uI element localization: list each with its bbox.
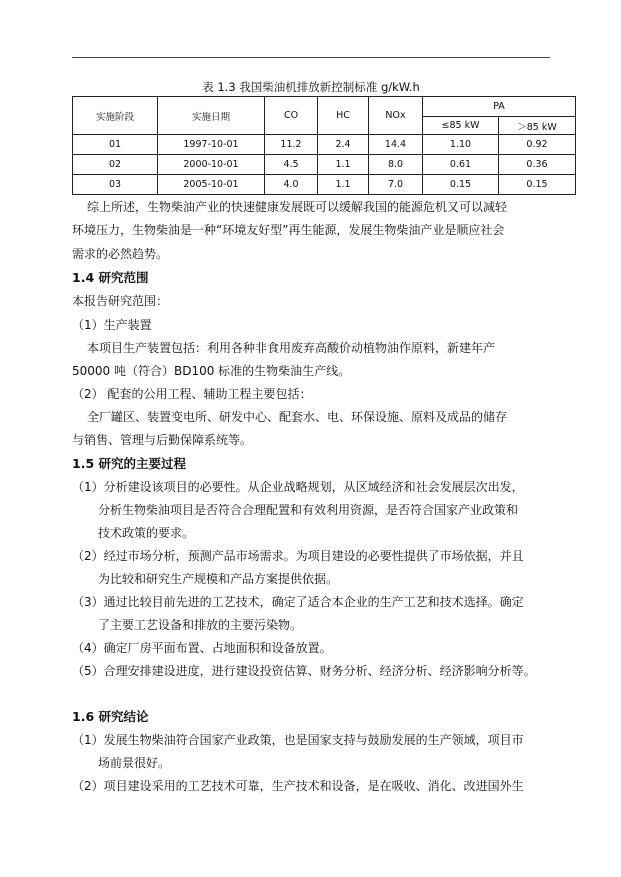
conclusion-line: 场前景很好。: [98, 756, 171, 770]
cell-stage: 01: [73, 135, 158, 155]
cell-co: 4.0: [265, 175, 318, 195]
process-line: 了主要工艺设备和排放的主要污染物。: [98, 618, 303, 632]
cell-nox: 14.4: [369, 135, 423, 155]
process-line: （4）确定厂房平面布置、占地面积和设备放置。: [72, 641, 332, 655]
cell-date: 2000-10-01: [158, 155, 265, 175]
cell-date: 1997-10-01: [158, 135, 265, 155]
summary-line: 综上所述，生物柴油产业的快速健康发展既可以缓解我国的能源危机又可以减轻: [87, 200, 508, 214]
cell-nox: 8.0: [369, 155, 423, 175]
scope-item-label: （2） 配套的公用工程、辅助工程主要包括：: [72, 387, 312, 401]
table-row: [73, 175, 576, 195]
process-line: （2）经过市场分析，预测产品市场需求。为项目建设的必要性提供了市场依据，并且: [72, 549, 524, 563]
table-row: [73, 135, 576, 155]
conclusion-line: （2）项目建设采用的工艺技术可靠，生产技术和设备，是在吸收、消化、改进国外生: [72, 779, 524, 793]
process-line: （3）通过比较目前先进的工艺技术，确定了适合本企业的生产工艺和技术选择。确定: [72, 595, 524, 609]
cell-nox: 7.0: [369, 175, 423, 195]
cell-pa-low: 1.10: [423, 135, 499, 155]
section-title-1-6: 1.6 研究结论: [72, 709, 149, 724]
cell-stage: 03: [73, 175, 158, 195]
cell-pa-high: 0.15: [499, 175, 576, 195]
scope-intro: 本报告研究范围：: [72, 294, 169, 308]
header-date: 实施日期: [158, 97, 265, 135]
header-stage: 实施阶段: [73, 97, 158, 135]
emission-standard-table: [72, 96, 576, 195]
summary-line: 环境压力，生物柴油是一种“环境友好型”再生能源，发展生物柴油产业是顺应社会: [72, 223, 505, 237]
conclusion-line: （1）发展生物柴油符合国家产业政策，也是国家支持与鼓励发展的生产领域，项目市: [72, 733, 524, 747]
header-pa: PA: [423, 97, 576, 117]
process-line: （1）分析建设该项目的必要性。从企业战略规划，从区域经济和社会发展层次出发，: [72, 480, 524, 494]
section-title-1-5: 1.5 研究的主要过程: [72, 456, 186, 471]
cell-pa-high: 0.36: [499, 155, 576, 175]
cell-pa-low: 0.61: [423, 155, 499, 175]
cell-pa-low: 0.15: [423, 175, 499, 195]
header-nox: NOx: [369, 97, 423, 135]
table-row: [73, 155, 576, 175]
scope-item-line: 全厂罐区、装置变电所、研发中心、配套水、电、环保设施、原料及成品的储存: [87, 410, 508, 424]
section-title-1-4: 1.4 研究范围: [72, 270, 149, 285]
cell-hc: 1.1: [318, 175, 369, 195]
summary-line: 需求的必然趋势。: [72, 247, 169, 261]
scope-item-line: 本项目生产装置包括：利用各种非食用废弃高酸价动植物油作原料，新建年产: [87, 341, 496, 355]
cell-hc: 1.1: [318, 155, 369, 175]
cell-pa-high: 0.92: [499, 135, 576, 155]
process-line: 技术政策的要求。: [98, 526, 195, 540]
scope-item-line: 与销售、管理与后勤保障系统等。: [72, 433, 253, 447]
process-line: （5）合理安排建设进度，进行建设投资估算、财务分析、经济分析、经济影响分析等。: [72, 664, 536, 678]
header-co: CO: [265, 97, 318, 135]
scope-item-label: （1）生产装置: [72, 318, 152, 332]
process-line: 分析生物柴油项目是否符合合理配置和有效利用资源，是否符合国家产业政策和: [98, 503, 519, 517]
header-pa-high: ＞85 kW: [499, 117, 576, 135]
header-hc: HC: [318, 97, 369, 135]
cell-co: 4.5: [265, 155, 318, 175]
cell-date: 2005-10-01: [158, 175, 265, 195]
header-rule: [72, 57, 550, 58]
header-pa-low: ≤85 kW: [423, 117, 499, 135]
cell-co: 11.2: [265, 135, 318, 155]
table-caption: 表 1.3 我国柴油机排放新控制标准 g/kW.h: [202, 80, 420, 94]
scope-item-line: 50000 吨（符合）BD100 标准的生物柴油生产线。: [72, 364, 351, 378]
cell-stage: 02: [73, 155, 158, 175]
cell-hc: 2.4: [318, 135, 369, 155]
process-line: 为比较和研究生产规模和产品方案提供依据。: [98, 572, 339, 586]
